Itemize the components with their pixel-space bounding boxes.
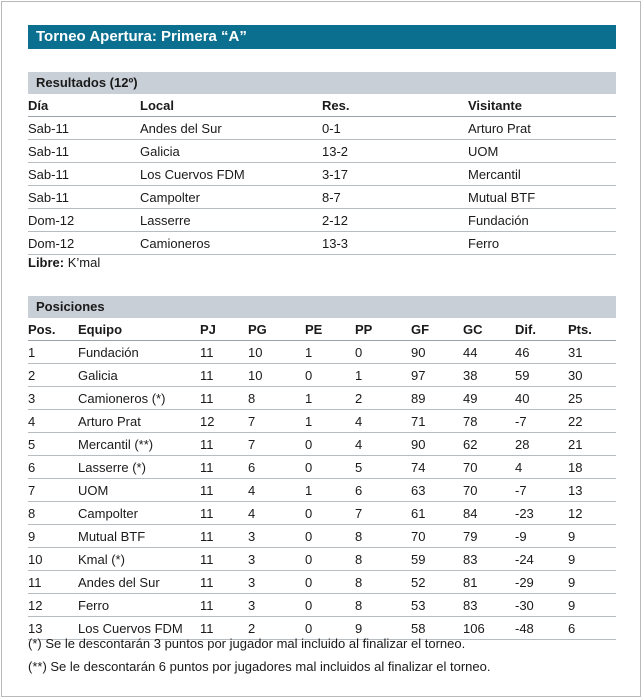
posiciones-cell-dif: -9: [515, 525, 568, 548]
posiciones-cell-gc: 78: [463, 410, 515, 433]
posiciones-cell-pj: 11: [200, 479, 248, 502]
posiciones-cell-pp: 0: [355, 341, 411, 364]
posiciones-cell-gc: 62: [463, 433, 515, 456]
posiciones-cell-dif: -23: [515, 502, 568, 525]
posiciones-cell-pts: 25: [568, 387, 616, 410]
posiciones-cell-pts: 9: [568, 594, 616, 617]
resultados-cell-dia: Sab-11: [28, 117, 140, 140]
posiciones-cell-gf: 74: [411, 456, 463, 479]
resultados-cell-dia: Sab-11: [28, 140, 140, 163]
col-pe: PE: [305, 318, 355, 341]
posiciones-cell-pg: 3: [248, 594, 305, 617]
posiciones-cell-gc: 81: [463, 571, 515, 594]
posiciones-cell-pe: 1: [305, 341, 355, 364]
posiciones-cell-pos: 8: [28, 502, 78, 525]
posiciones-cell-pp: 8: [355, 525, 411, 548]
posiciones-cell-pts: 12: [568, 502, 616, 525]
posiciones-cell-pts: 22: [568, 410, 616, 433]
col-pts: Pts.: [568, 318, 616, 341]
col-gc: GC: [463, 318, 515, 341]
posiciones-cell-pe: 0: [305, 433, 355, 456]
posiciones-cell-pe: 0: [305, 525, 355, 548]
posiciones-cell-dif: -48: [515, 617, 568, 640]
posiciones-cell-dif: -29: [515, 571, 568, 594]
posiciones-cell-gc: 83: [463, 548, 515, 571]
posiciones-row: [28, 479, 616, 502]
posiciones-cell-pos: 13: [28, 617, 78, 640]
posiciones-cell-pj: 11: [200, 617, 248, 640]
resultados-cell-res: 13-2: [322, 140, 468, 163]
posiciones-cell-pe: 1: [305, 387, 355, 410]
posiciones-cell-pts: 21: [568, 433, 616, 456]
posiciones-cell-gc: 38: [463, 364, 515, 387]
posiciones-cell-pos: 7: [28, 479, 78, 502]
posiciones-cell-dif: -24: [515, 548, 568, 571]
posiciones-cell-pos: 1: [28, 341, 78, 364]
posiciones-cell-pp: 1: [355, 364, 411, 387]
resultados-cell-res: 13-3: [322, 232, 468, 255]
resultados-cell-local: Camioneros: [140, 232, 322, 255]
posiciones-cell-pg: 10: [248, 341, 305, 364]
posiciones-cell-pp: 8: [355, 548, 411, 571]
libre-note: [28, 255, 100, 270]
posiciones-cell-pe: 0: [305, 594, 355, 617]
posiciones-row: [28, 341, 616, 364]
posiciones-cell-pg: 3: [248, 571, 305, 594]
posiciones-cell-gf: 61: [411, 502, 463, 525]
col-equipo: Equipo: [78, 318, 200, 341]
resultados-row: [28, 140, 616, 163]
posiciones-cell-equipo: Mercantil (**): [78, 433, 200, 456]
posiciones-cell-pg: 6: [248, 456, 305, 479]
posiciones-cell-gf: 63: [411, 479, 463, 502]
page-title: Torneo Apertura: Primera “A”: [28, 25, 616, 49]
posiciones-row: [28, 456, 616, 479]
resultados-cell-visitante: Fundación: [468, 209, 616, 232]
footnote-2: (**) Se le descontarán 6 puntos por jugadores mal incluidos al finalizar el torneo.: [28, 659, 491, 674]
posiciones-cell-gf: 58: [411, 617, 463, 640]
posiciones-row: [28, 387, 616, 410]
resultados-cell-visitante: Ferro: [468, 232, 616, 255]
posiciones-cell-pg: 3: [248, 525, 305, 548]
resultados-cell-local: Andes del Sur: [140, 117, 322, 140]
libre-label: Libre:: [28, 255, 65, 270]
posiciones-cell-equipo: Arturo Prat: [78, 410, 200, 433]
posiciones-cell-gc: 70: [463, 456, 515, 479]
posiciones-cell-pe: 0: [305, 617, 355, 640]
posiciones-cell-dif: -30: [515, 594, 568, 617]
resultados-cell-dia: Sab-11: [28, 163, 140, 186]
resultados-cell-visitante: Mutual BTF: [468, 186, 616, 209]
resultados-cell-res: 3-17: [322, 163, 468, 186]
col-res: Res.: [322, 94, 468, 117]
posiciones-cell-pts: 9: [568, 548, 616, 571]
resultados-row: [28, 117, 616, 140]
posiciones-cell-pe: 1: [305, 479, 355, 502]
posiciones-row: [28, 594, 616, 617]
posiciones-cell-pp: 4: [355, 433, 411, 456]
resultados-cell-res: 0-1: [322, 117, 468, 140]
resultados-cell-dia: Dom-12: [28, 232, 140, 255]
posiciones-cell-equipo: Kmal (*): [78, 548, 200, 571]
posiciones-cell-equipo: UOM: [78, 479, 200, 502]
posiciones-cell-pj: 11: [200, 387, 248, 410]
posiciones-cell-pos: 9: [28, 525, 78, 548]
resultados-table: [28, 94, 616, 255]
col-dia: Día: [28, 94, 140, 117]
posiciones-cell-gf: 89: [411, 387, 463, 410]
posiciones-cell-pos: 4: [28, 410, 78, 433]
posiciones-cell-pts: 18: [568, 456, 616, 479]
posiciones-cell-gc: 49: [463, 387, 515, 410]
posiciones-cell-gf: 90: [411, 433, 463, 456]
posiciones-cell-pp: 2: [355, 387, 411, 410]
resultados-cell-visitante: Mercantil: [468, 163, 616, 186]
posiciones-cell-pos: 3: [28, 387, 78, 410]
posiciones-cell-pos: 2: [28, 364, 78, 387]
posiciones-cell-pp: 5: [355, 456, 411, 479]
posiciones-cell-pj: 11: [200, 364, 248, 387]
posiciones-cell-pos: 5: [28, 433, 78, 456]
posiciones-cell-gf: 52: [411, 571, 463, 594]
posiciones-cell-pts: 30: [568, 364, 616, 387]
posiciones-cell-equipo: Fundación: [78, 341, 200, 364]
col-pj: PJ: [200, 318, 248, 341]
resultados-cell-res: 2-12: [322, 209, 468, 232]
posiciones-cell-equipo: Andes del Sur: [78, 571, 200, 594]
posiciones-cell-pp: 4: [355, 410, 411, 433]
posiciones-cell-equipo: Camioneros (*): [78, 387, 200, 410]
posiciones-cell-pts: 9: [568, 525, 616, 548]
posiciones-cell-gf: 71: [411, 410, 463, 433]
posiciones-cell-pj: 11: [200, 548, 248, 571]
posiciones-cell-gf: 70: [411, 525, 463, 548]
posiciones-row: [28, 410, 616, 433]
posiciones-cell-pe: 0: [305, 502, 355, 525]
posiciones-cell-pts: 13: [568, 479, 616, 502]
posiciones-cell-gc: 70: [463, 479, 515, 502]
posiciones-cell-dif: 40: [515, 387, 568, 410]
posiciones-cell-pj: 11: [200, 456, 248, 479]
posiciones-row: [28, 364, 616, 387]
posiciones-cell-pg: 4: [248, 502, 305, 525]
posiciones-cell-pe: 0: [305, 456, 355, 479]
posiciones-cell-pe: 0: [305, 364, 355, 387]
posiciones-cell-pj: 11: [200, 594, 248, 617]
posiciones-cell-dif: 46: [515, 341, 568, 364]
posiciones-cell-pts: 6: [568, 617, 616, 640]
posiciones-cell-equipo: Los Cuervos FDM: [78, 617, 200, 640]
resultados-cell-visitante: UOM: [468, 140, 616, 163]
resultados-cell-local: Lasserre: [140, 209, 322, 232]
resultados-cell-local: Galicia: [140, 140, 322, 163]
resultados-header-row: [28, 94, 616, 117]
posiciones-cell-pp: 9: [355, 617, 411, 640]
col-dif: Dif.: [515, 318, 568, 341]
col-local: Local: [140, 94, 322, 117]
posiciones-cell-pg: 8: [248, 387, 305, 410]
footnote-1: (*) Se le descontarán 3 puntos por jugador mal incluido al finalizar el torneo.: [28, 636, 466, 651]
posiciones-cell-dif: 59: [515, 364, 568, 387]
col-pg: PG: [248, 318, 305, 341]
posiciones-cell-pts: 9: [568, 571, 616, 594]
posiciones-cell-pg: 4: [248, 479, 305, 502]
posiciones-cell-pj: 11: [200, 571, 248, 594]
posiciones-cell-gf: 90: [411, 341, 463, 364]
posiciones-cell-pp: 8: [355, 571, 411, 594]
posiciones-row: [28, 433, 616, 456]
posiciones-cell-pj: 12: [200, 410, 248, 433]
posiciones-cell-pe: 0: [305, 571, 355, 594]
posiciones-cell-dif: -7: [515, 410, 568, 433]
posiciones-cell-pp: 6: [355, 479, 411, 502]
posiciones-cell-pos: 11: [28, 571, 78, 594]
col-visitante: Visitante: [468, 94, 616, 117]
resultados-cell-visitante: Arturo Prat: [468, 117, 616, 140]
posiciones-row: [28, 548, 616, 571]
posiciones-cell-gc: 84: [463, 502, 515, 525]
posiciones-cell-pg: 7: [248, 410, 305, 433]
posiciones-cell-pos: 12: [28, 594, 78, 617]
resultados-cell-res: 8-7: [322, 186, 468, 209]
posiciones-cell-dif: 28: [515, 433, 568, 456]
col-pp: PP: [355, 318, 411, 341]
posiciones-row: [28, 571, 616, 594]
col-pos: Pos.: [28, 318, 78, 341]
posiciones-cell-pos: 6: [28, 456, 78, 479]
resultados-cell-dia: Dom-12: [28, 209, 140, 232]
col-gf: GF: [411, 318, 463, 341]
resultados-row: [28, 186, 616, 209]
posiciones-cell-pj: 11: [200, 525, 248, 548]
posiciones-cell-pts: 31: [568, 341, 616, 364]
posiciones-cell-pg: 2: [248, 617, 305, 640]
resultados-cell-dia: Sab-11: [28, 186, 140, 209]
posiciones-cell-pj: 11: [200, 502, 248, 525]
posiciones-cell-gf: 59: [411, 548, 463, 571]
posiciones-cell-pp: 8: [355, 594, 411, 617]
resultados-cell-local: Campolter: [140, 186, 322, 209]
posiciones-cell-gc: 79: [463, 525, 515, 548]
posiciones-cell-equipo: Ferro: [78, 594, 200, 617]
posiciones-cell-pj: 11: [200, 341, 248, 364]
posiciones-cell-gc: 83: [463, 594, 515, 617]
resultados-cell-local: Los Cuervos FDM: [140, 163, 322, 186]
resultados-row: [28, 209, 616, 232]
resultados-row: [28, 232, 616, 255]
posiciones-cell-gc: 44: [463, 341, 515, 364]
posiciones-cell-pg: 10: [248, 364, 305, 387]
posiciones-cell-pe: 0: [305, 548, 355, 571]
posiciones-cell-pe: 1: [305, 410, 355, 433]
posiciones-table: [28, 318, 616, 640]
posiciones-cell-gf: 97: [411, 364, 463, 387]
resultados-header: Resultados (12º): [28, 72, 616, 94]
posiciones-cell-pg: 7: [248, 433, 305, 456]
posiciones-cell-equipo: Campolter: [78, 502, 200, 525]
posiciones-header-row: [28, 318, 616, 341]
posiciones-row: [28, 525, 616, 548]
posiciones-cell-equipo: Galicia: [78, 364, 200, 387]
posiciones-cell-gf: 53: [411, 594, 463, 617]
posiciones-header: Posiciones: [28, 296, 616, 318]
posiciones-cell-dif: -7: [515, 479, 568, 502]
posiciones-cell-pg: 3: [248, 548, 305, 571]
posiciones-cell-dif: 4: [515, 456, 568, 479]
posiciones-cell-equipo: Lasserre (*): [78, 456, 200, 479]
posiciones-cell-gc: 106: [463, 617, 515, 640]
posiciones-cell-equipo: Mutual BTF: [78, 525, 200, 548]
resultados-row: [28, 163, 616, 186]
libre-value: K’mal: [64, 255, 101, 270]
posiciones-cell-pp: 7: [355, 502, 411, 525]
posiciones-cell-pos: 10: [28, 548, 78, 571]
posiciones-row: [28, 502, 616, 525]
posiciones-cell-pj: 11: [200, 433, 248, 456]
